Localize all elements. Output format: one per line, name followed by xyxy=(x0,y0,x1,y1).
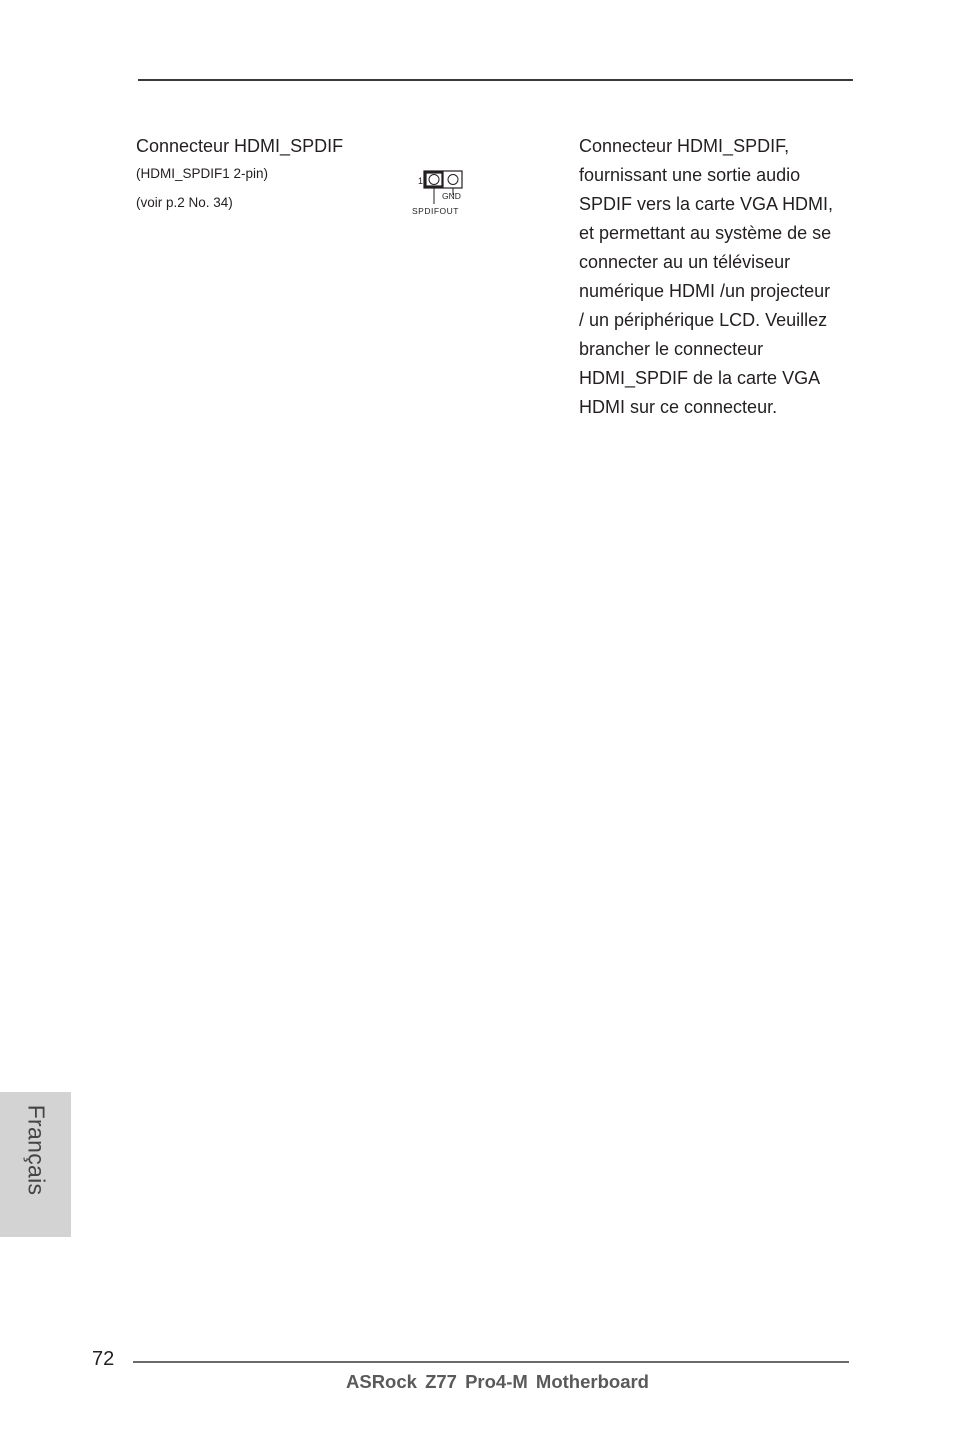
description-line: HDMI sur ce connecteur. xyxy=(579,397,778,417)
gnd-label: GND xyxy=(442,191,461,201)
description-line: et permettant au système de se xyxy=(579,223,832,243)
bottom-divider xyxy=(133,1361,849,1363)
two-pin-header-icon xyxy=(408,166,472,218)
description-line: HDMI_SPDIF de la carte VGA xyxy=(579,368,821,388)
connector-description xyxy=(579,132,869,422)
spdifout-label: SPDIFOUT xyxy=(412,206,459,216)
description-line: SPDIF vers la carte VGA HDMI, xyxy=(579,194,834,214)
description-line: fournissant une sortie audio xyxy=(579,165,801,185)
connector-reference: (voir p.2 No. 34) xyxy=(136,195,233,210)
top-divider xyxy=(138,79,853,81)
pin-number-label: 1 xyxy=(418,176,424,186)
language-tab-label: Français xyxy=(23,1104,50,1196)
description-line: numérique HDMI /un projecteur xyxy=(579,281,831,301)
description-line: / un périphérique LCD. Veuillez xyxy=(579,310,828,330)
connector-title: Connecteur HDMI_SPDIF xyxy=(136,136,344,156)
footer-title: ASRock Z77 Pro4-M Motherboard xyxy=(346,1371,649,1392)
description-line: brancher le connecteur xyxy=(579,339,764,359)
description-line: Connecteur HDMI_SPDIF, xyxy=(579,136,790,156)
description-line: connecter au un téléviseur xyxy=(579,252,791,272)
connector-subtitle: (HDMI_SPDIF1 2-pin) xyxy=(136,166,269,181)
page-number: 72 xyxy=(92,1348,115,1370)
